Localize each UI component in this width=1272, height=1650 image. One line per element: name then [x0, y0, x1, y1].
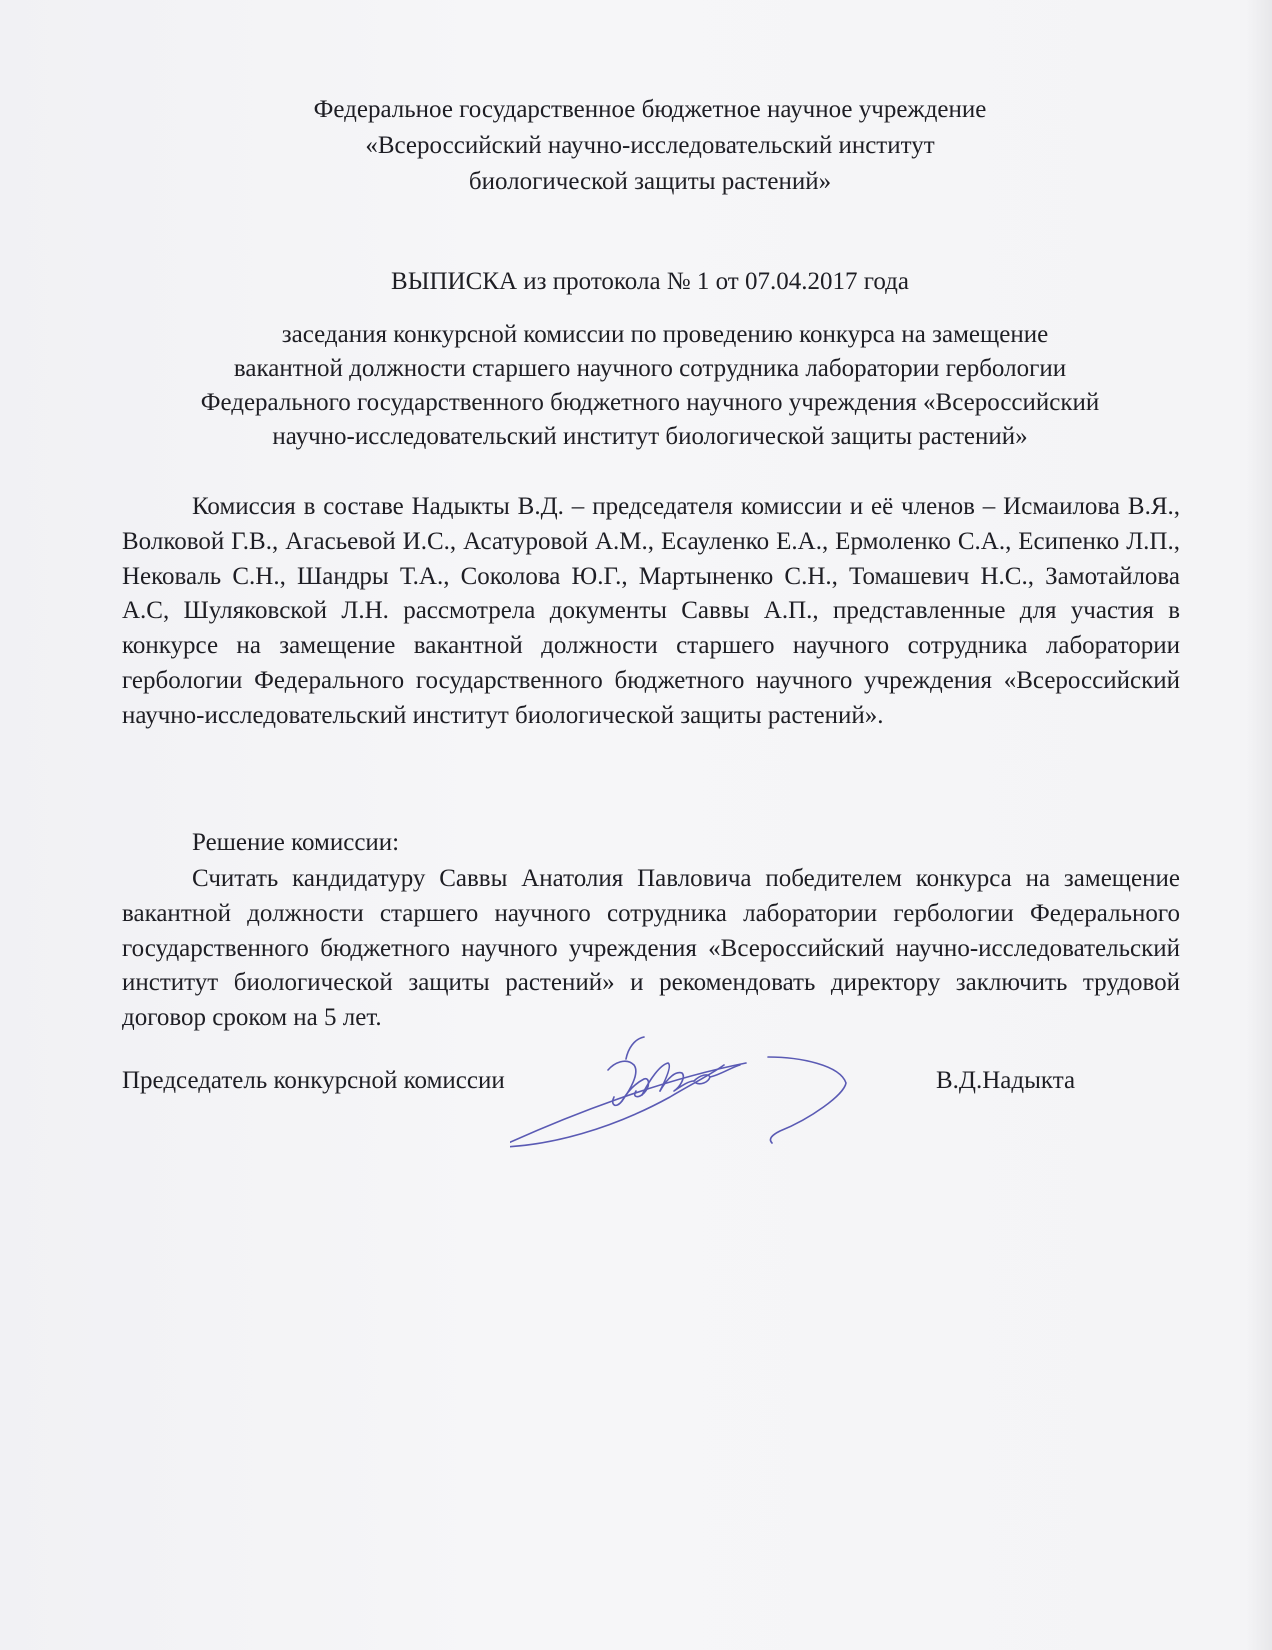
commission-text: Комиссия в составе Надыкты В.Д. – председателя комиссии и её членов – Исмаилова В.Я., Волковой Г.В., Агасьевой И.С., Асатуровой А.М., Есауленко Е.А., Ермоленко С.А., Есипенко Л.П., Нековаль С.Н., Шандры Т.А., Соколова Ю.Г., Мартыненко С.Н., Томашевич Н.С., Замотайлова А.С, Шуляковской Л.Н. рассмотрела документы Саввы А.П., представленные для участия в конкурсе на замещение вакантной должности старшего научного сотрудника лаборатории гербологии Федерального государственного бюджетного научного учреждения «Всероссийский научно-исследовательский институт биологической защиты растений».: [122, 493, 1180, 729]
subject-line-2: вакантной должности старшего научного сотрудника лаборатории гербологии: [233, 355, 1067, 382]
decision-text: Считать кандидатуру Саввы Анатолия Павловича победителем конкурса на замещение вакантной должности старшего научного сотрудника лаборатории гербологии Федерального государственного бюджетного научного учреждения «Всероссийский научно-исследовательский институт биологической защиты растений» и рекомендовать директору заключить трудовой договор сроком на 5 лет.: [122, 865, 1180, 1032]
header-line-3: биологической защиты растений»: [468, 168, 832, 195]
chairman-title: Председатель конкурсной комиссии: [122, 1067, 505, 1094]
extract-title: ВЫПИСКА из протокола № 1 от 07.04.2017 года: [391, 268, 909, 295]
subject-line-4: научно-исследовательский институт биологической защиты растений»: [272, 423, 1028, 450]
handwritten-signature: [510, 1035, 850, 1185]
decision-paragraph: [122, 862, 1180, 1036]
subject-line-3: Федерального государственного бюджетного научного учреждения «Всероссийский: [200, 389, 1100, 416]
meeting-subject: [120, 318, 1180, 454]
header-line-1: Федеральное государственное бюджетное научное учреждение: [313, 96, 987, 123]
commission-paragraph: [122, 490, 1180, 734]
chairman-name: В.Д.Надыкта: [936, 1067, 1076, 1094]
decision-label: Решение комиссии:: [192, 829, 400, 856]
scan-edge-shadow: [1246, 0, 1272, 1650]
header-line-2: «Всероссийский научно-исследовательский институт: [365, 132, 935, 159]
institution-header: [120, 92, 1180, 200]
subject-line-1: заседания конкурсной комиссии по проведению конкурса на замещение: [281, 321, 1049, 348]
